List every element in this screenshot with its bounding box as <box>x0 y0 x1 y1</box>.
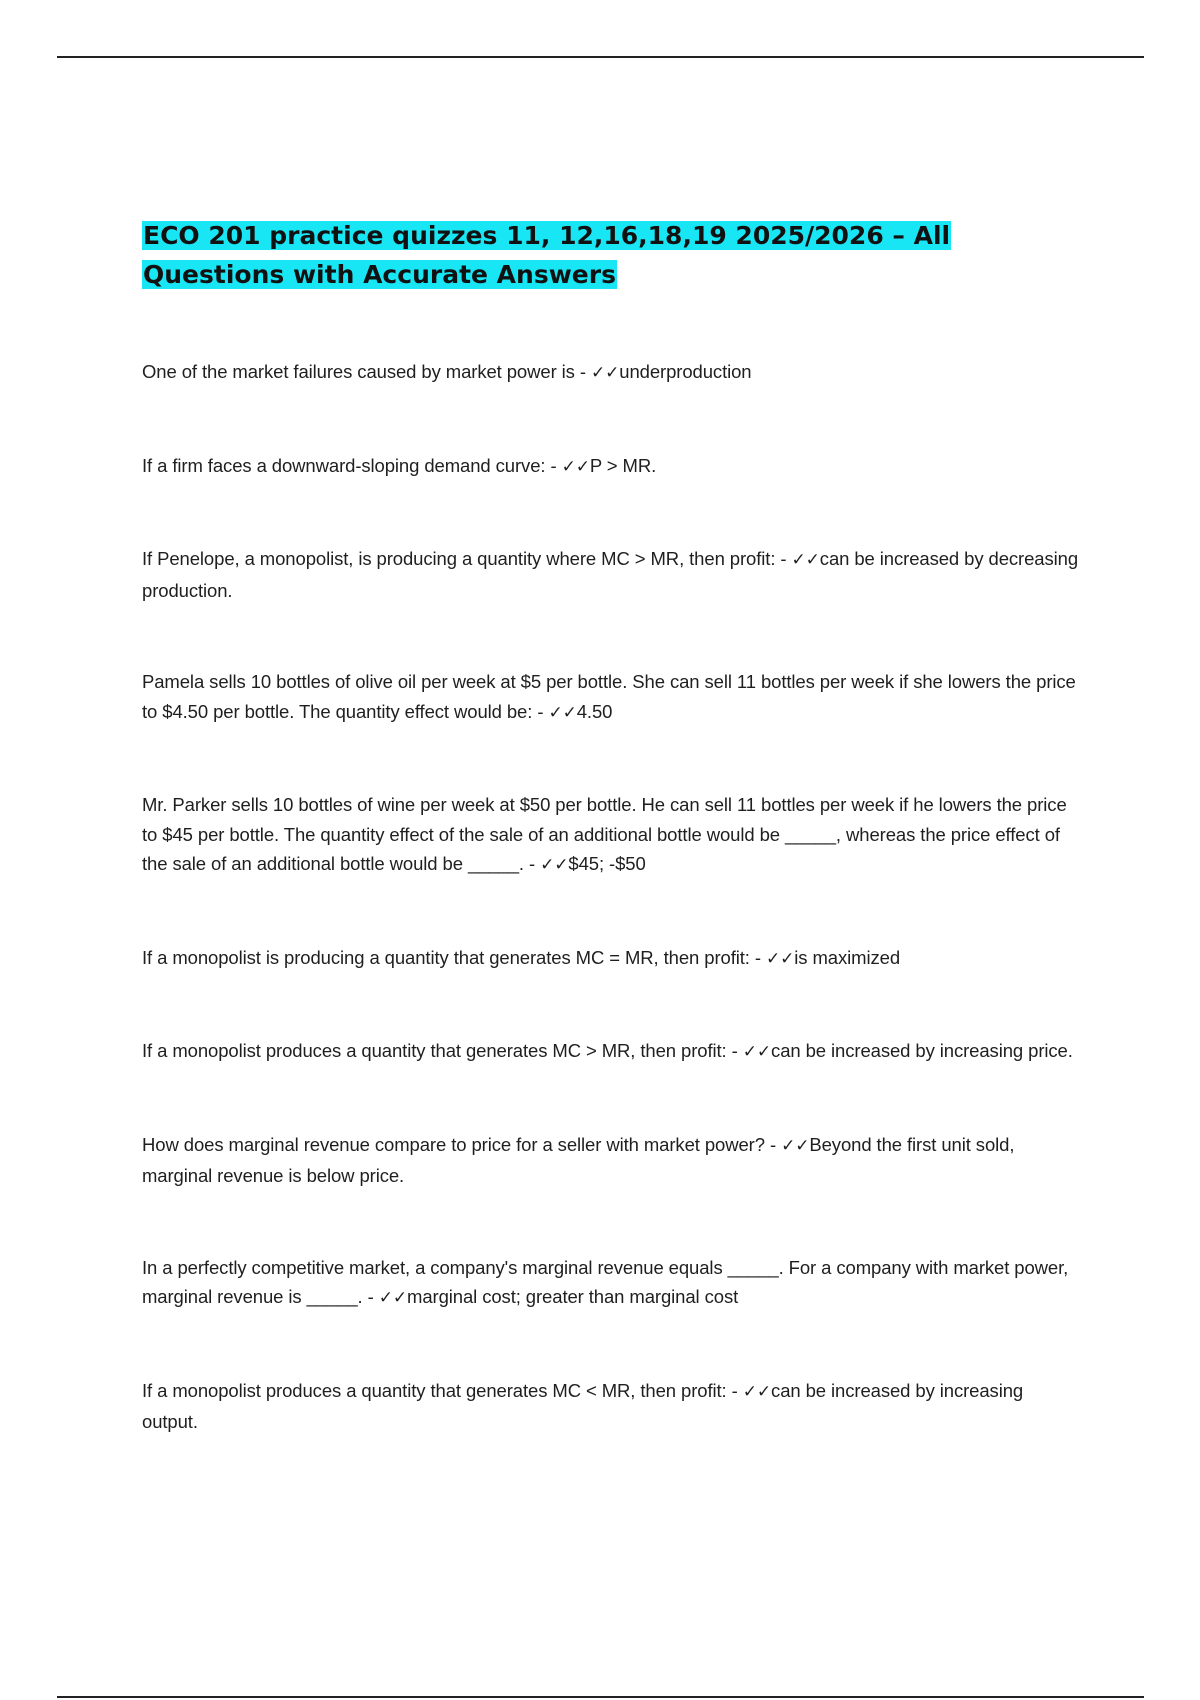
answer-text: can be increased by decreasing production. <box>142 548 1079 601</box>
question-text: One of the market failures caused by market power is - <box>142 361 591 382</box>
answer-text: can be increased by increasing price. <box>771 1040 1073 1061</box>
question-text: Pamela sells 10 bottles of olive oil per week at $5 per bottle. She can sell 11 bottles per week if she lowers the price to $4.50 per bottle. The quantity effect would be: - <box>142 671 1076 722</box>
footer-rule <box>57 1696 1144 1698</box>
answer-text: Beyond the first unit sold, marginal revenue is below price. <box>142 1133 1015 1186</box>
answer-text: underproduction <box>619 361 752 382</box>
qa-item <box>142 790 1082 881</box>
check-icon: ✓✓ <box>590 363 620 383</box>
qa-list <box>142 357 1082 1437</box>
document-body <box>142 216 1082 1499</box>
question-text: How does marginal revenue compare to price for a seller with market power? - <box>142 1133 782 1155</box>
header-rule <box>57 56 1144 58</box>
check-icon: ✓✓ <box>766 948 795 969</box>
check-icon: ✓✓ <box>540 855 569 875</box>
qa-item <box>142 1130 1082 1191</box>
qa-item <box>142 1036 1082 1068</box>
check-icon: ✓✓ <box>378 1288 408 1308</box>
check-icon: ✓✓ <box>791 550 820 570</box>
answer-text: can be increased by increasing output. <box>142 1379 1024 1432</box>
question-text: In a perfectly competitive market, a company's marginal revenue equals _____. For a company with market power, marginal revenue is _____. - <box>142 1256 1069 1307</box>
qa-item <box>142 667 1082 728</box>
check-icon: ✓✓ <box>561 456 590 477</box>
question-text: If a monopolist produces a quantity that generates MC < MR, then profit: - <box>142 1379 743 1401</box>
question-text: If a monopolist is producing a quantity that generates MC = MR, then profit: - <box>142 946 766 968</box>
qa-item <box>142 451 1082 483</box>
qa-item <box>142 357 1082 389</box>
check-icon: ✓✓ <box>742 1381 772 1402</box>
answer-text: marginal cost; greater than marginal cost <box>407 1286 739 1307</box>
answer-text: is maximized <box>794 946 901 968</box>
answer-text: P > MR. <box>589 454 657 476</box>
check-icon: ✓✓ <box>742 1042 772 1062</box>
qa-item <box>142 943 1082 975</box>
qa-item <box>142 544 1082 605</box>
title-line-1: ECO 201 practice quizzes 11, 12,16,18,19 2025/2026 – All <box>143 221 951 250</box>
qa-item <box>142 1376 1082 1437</box>
answer-text: $45; -$50 <box>568 853 646 874</box>
answer-text: 4.50 <box>576 700 613 722</box>
qa-item <box>142 1253 1082 1314</box>
check-icon: ✓✓ <box>548 702 577 723</box>
check-icon: ✓✓ <box>781 1135 810 1156</box>
title-line-2: Questions with Accurate Answers <box>143 260 616 289</box>
question-text: Mr. Parker sells 10 bottles of wine per week at $50 per bottle. He can sell 11 bottles per week if he lowers the price to $45 per bottle. The quantity effect of the sale of an additional bottle would be _____, whereas the price effect of the sale of an additional bottle would be _____. - <box>142 794 1067 874</box>
question-text: If a firm faces a downward-sloping demand curve: - <box>142 454 562 476</box>
document-title <box>142 216 1082 294</box>
question-text: If Penelope, a monopolist, is producing a quantity where MC > MR, then profit: - <box>142 548 792 569</box>
question-text: If a monopolist produces a quantity that generates MC > MR, then profit: - <box>142 1040 743 1061</box>
